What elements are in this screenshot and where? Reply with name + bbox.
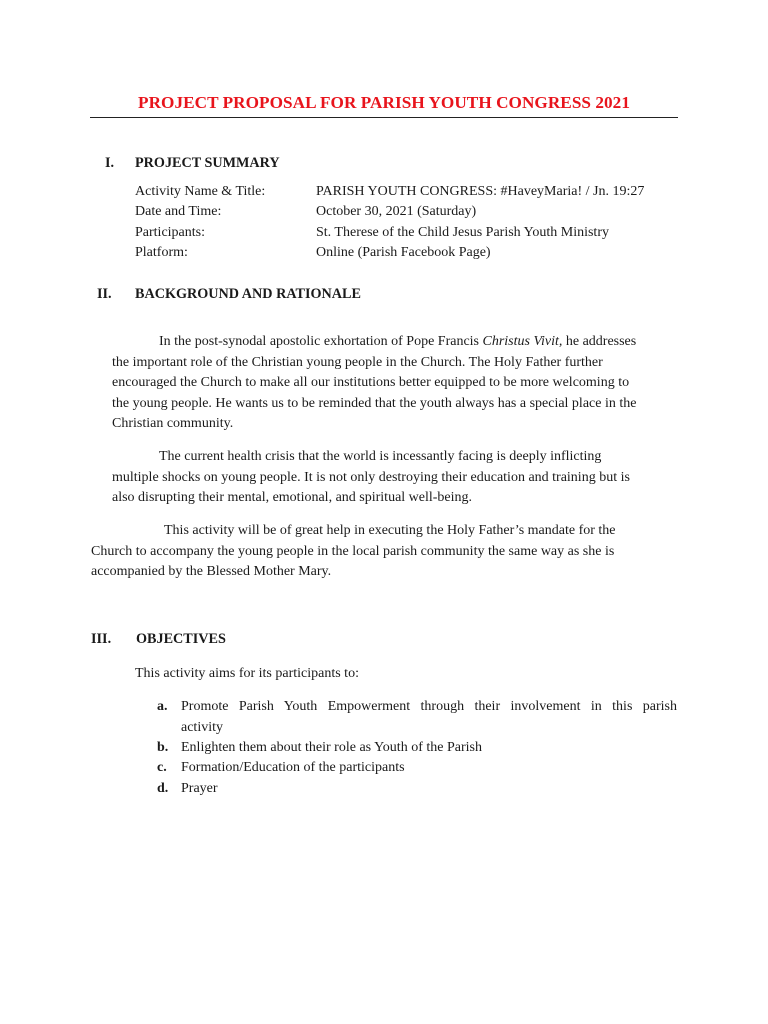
summary-row-activity [135, 184, 695, 204]
section-title: PROJECT SUMMARY [135, 155, 280, 171]
title-underline [90, 117, 678, 118]
objective-item [157, 697, 677, 739]
exhortation-title: Christus Vivit, [482, 334, 563, 349]
summary-row-date [135, 204, 695, 224]
summary-value: St. Therese of the Child Jesus Parish Youth Ministry [316, 225, 609, 240]
section-title: BACKGROUND AND RATIONALE [135, 286, 361, 302]
objective-text-continued: activity [181, 719, 223, 735]
paragraph-text: In the post-synodal apostolic exhortation of Pope Francis [159, 334, 483, 349]
section-number: II. [97, 286, 112, 302]
paragraph-line: The current health crisis that the world is incessantly facing is deeply inflicting [159, 449, 602, 464]
paragraph-line: multiple shocks on young people. It is not only destroying their education and training but is [112, 469, 630, 485]
summary-value: PARISH YOUTH CONGRESS: #HaveyMaria! / Jn. 19:27 [316, 184, 645, 199]
objective-text: Promote Parish Youth Empowerment through their involvement in this parish [181, 699, 677, 714]
rationale-paragraph-1 [112, 332, 636, 435]
summary-row-platform [135, 245, 695, 265]
paragraph-line: Christian community. [112, 416, 234, 431]
list-marker: a. [157, 699, 168, 714]
list-marker: c. [157, 760, 167, 775]
document-title: PROJECT PROPOSAL FOR PARISH YOUTH CONGRESS 2021 [138, 93, 630, 112]
summary-label: Date and Time: [135, 204, 222, 219]
objective-item [157, 738, 677, 759]
paragraph-text: he addresses [562, 334, 637, 349]
paragraph-line: the young people. He wants us to be reminded that the youth always has a special place in the [112, 395, 637, 411]
paragraph-line: Church to accompany the young people in the local parish community the same way as she is [91, 543, 615, 559]
summary-value: October 30, 2021 (Saturday) [316, 204, 477, 219]
paragraph-line: accompanied by the Blessed Mother Mary. [91, 564, 332, 579]
paragraph-line: encouraged the Church to make all our institutions better equipped to be more welcoming to [112, 375, 630, 390]
objective-text: Enlighten them about their role as Youth of the Parish [181, 740, 482, 755]
section-number: III. [91, 631, 112, 647]
summary-label: Activity Name & Title: [135, 184, 266, 199]
objective-item [157, 779, 677, 800]
section-title: OBJECTIVES [136, 631, 226, 647]
summary-label: Platform: [135, 245, 188, 260]
rationale-paragraph-3 [91, 521, 616, 583]
paragraph-line: also disrupting their mental, emotional, and spiritual well-being. [112, 490, 473, 505]
summary-row-participants [135, 225, 695, 245]
objective-item [157, 758, 677, 779]
list-marker: b. [157, 740, 169, 755]
paragraph-line: the important role of the Christian young people in the Church. The Holy Father further [112, 354, 603, 370]
summary-label: Participants: [135, 225, 205, 240]
objective-text: Prayer [181, 781, 218, 796]
objectives-intro: This activity aims for its participants to: [135, 666, 359, 681]
rationale-paragraph-2 [112, 447, 630, 509]
objective-text: Formation/Education of the participants [181, 760, 405, 775]
summary-value: Online (Parish Facebook Page) [316, 245, 491, 260]
section-number: I. [105, 155, 115, 171]
list-marker: d. [157, 781, 169, 796]
paragraph-line: This activity will be of great help in executing the Holy Father’s mandate for the [164, 523, 616, 538]
